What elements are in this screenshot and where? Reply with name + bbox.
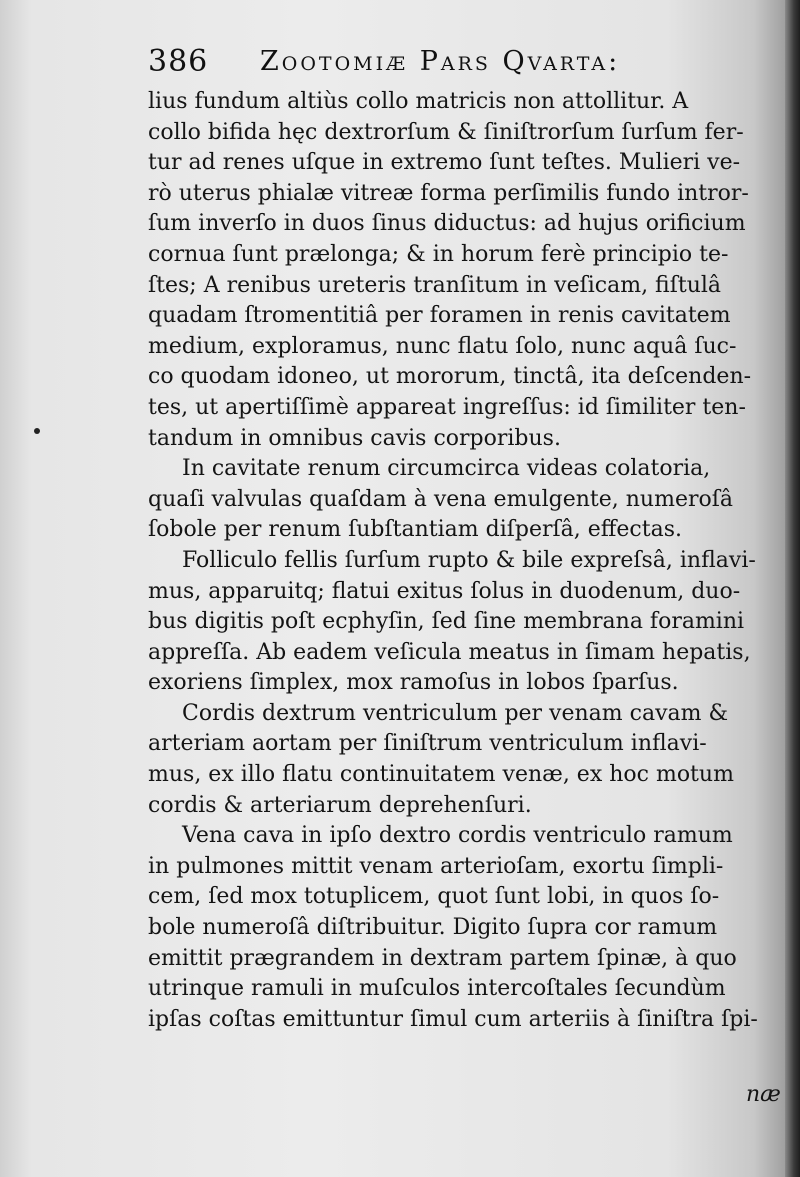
text-line: rò uterus phialæ vitreæ forma perſimilis fundo intror-: [148, 180, 749, 206]
text-line: co quodam idoneo, ut mororum, tinctâ, ita deſcenden-: [148, 364, 752, 390]
text-line: tur ad renes uſque in extremo ſunt teſtes. Mulieri ve-: [148, 150, 741, 176]
text-line: arteriam aortam per ſiniſtrum ventriculum inflavi-: [148, 731, 707, 757]
text-line: utrinque ramuli in muſculos intercoſtales ſecundùm: [148, 976, 726, 1002]
ink-speck: [34, 428, 40, 434]
text-line: cordis & arteriarum deprehenſuri.: [148, 792, 532, 818]
text-line: bus digitis poſt ecphyſin, ſed ſine membrana foramini: [148, 609, 745, 635]
text-line: Vena cava in ipſo dextro cordis ventriculo ramum: [182, 823, 733, 849]
text-line: exoriens ſimplex, mox ramoſus in lobos ſparſus.: [148, 670, 679, 696]
text-line: lius fundum altiùs collo matricis non attollitur. A: [148, 89, 689, 114]
text-line: in pulmones mittit venam arterioſam, exortu ſimpli-: [148, 853, 724, 879]
running-title: Zootomiæ Pars Qvarta:: [260, 46, 621, 77]
text-line: emittit prægrandem in dextram partem ſpinæ, à quo: [148, 945, 737, 971]
text-line: cornua ſunt prælonga; & in horum ferè principio te-: [148, 241, 729, 267]
page-header: [148, 44, 738, 84]
text-line: mus, ex illo flatu continuitatem venæ, ex hoc motum: [148, 762, 734, 788]
page-number: 386: [148, 44, 209, 79]
text-line: In cavitate renum circumcirca videas colatoria,: [182, 456, 711, 482]
text-line: tes, ut apertiſſimè appareat ingreſſus: id ſimiliter ten-: [148, 394, 746, 420]
text-line: bole numeroſâ diſtribuitur. Digito ſupra cor ramum: [148, 915, 718, 941]
text-line: Cordis dextrum ventriculum per venam cavam &: [182, 700, 729, 726]
body-text: [148, 87, 768, 1035]
text-line: ſum inverſo in duos ſinus diductus: ad hujus orificium: [148, 211, 746, 237]
text-line: ſobole per renum ſubſtantiam diſperſâ, effectas.: [148, 517, 682, 543]
text-line: cem, ſed mox totuplicem, quot ſunt lobi, in quos ſo-: [148, 884, 720, 910]
text-line: tandum in omnibus cavis corporibus.: [148, 425, 561, 451]
book-gutter: [785, 0, 800, 1177]
text-line: quadam ſtromentitiâ per foramen in renis cavitatem: [148, 303, 731, 329]
text-line: quaſi valvulas quaſdam à vena emulgente, numeroſâ: [148, 486, 733, 512]
text-line: medium, exploramus, nunc flatu ſolo, nunc aquâ ſuc-: [148, 333, 737, 359]
text-line: ipſas coſtas emittuntur ſimul cum arteriis à ſiniſtra ſpi-: [148, 1006, 758, 1032]
catchword: næ: [746, 1082, 781, 1107]
text-line: collo bifida hęc dextrorſum & ſiniſtrorſum ſurſum fer-: [148, 119, 744, 145]
text-line: Folliculo fellis ſurſum rupto & bile expreſsâ, inflavi-: [182, 547, 756, 573]
text-line: appreſſa. Ab eadem veſicula meatus in ſimam hepatis,: [148, 639, 751, 665]
text-line: mus, apparuitq; flatui exitus ſolus in duodenum, duo-: [148, 578, 741, 604]
text-line: ſtes; A renibus ureteris tranſitum in veſicam, fiſtulâ: [148, 272, 722, 298]
